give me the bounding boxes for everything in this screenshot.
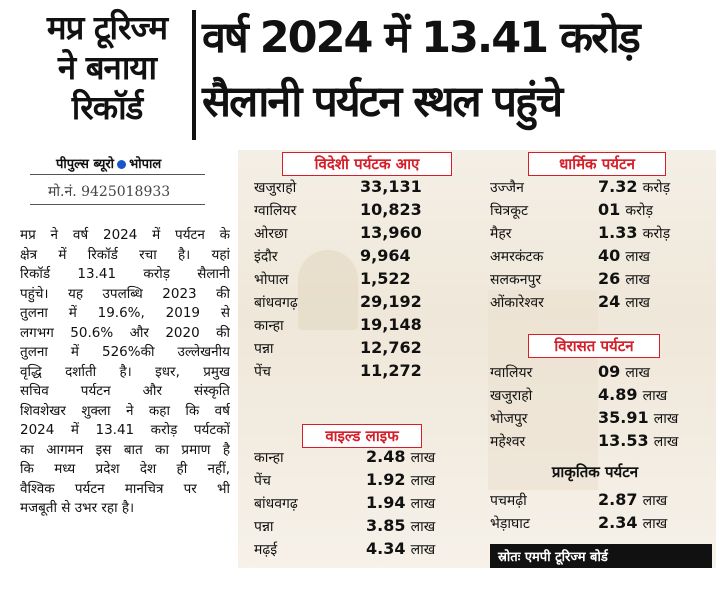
byline-rule-top [30, 174, 205, 175]
unit-label: लाख [410, 519, 436, 535]
unit-label: लाख [642, 388, 668, 404]
table-row [490, 362, 678, 385]
visitor-count: 09 [598, 362, 621, 381]
place-name: कान्हा [254, 450, 284, 466]
visitor-count: 26 [598, 269, 621, 288]
table-row [254, 292, 422, 315]
place-name: उज्जैन [490, 180, 524, 196]
article-line: लगभग 50.6% और 2020 की [20, 324, 230, 341]
visitor-count: 35.91 [598, 408, 649, 427]
article-line: रिकॉर्ड 13.41 करोड़ सैलानी [20, 266, 230, 282]
headline-line-1: वर्ष 2024 में 13.41 करोड़ [202, 13, 639, 63]
visitor-count: 1.33 [598, 223, 638, 242]
place-name: ओंकारेश्वर [490, 295, 544, 311]
place-name: भोपाल [254, 272, 289, 288]
place-name: इंदौर [254, 249, 278, 265]
table-row [490, 246, 670, 269]
place-name: बांधवगढ़ [254, 496, 298, 512]
visitor-count: 13.53 [598, 431, 649, 450]
table-row [254, 516, 435, 539]
article-line: पहुंचे। यह उपलब्धि 2023 की [20, 285, 230, 302]
table-row [254, 447, 435, 470]
wildlife-title: वाइल्ड लाइफ [302, 424, 422, 448]
place-name: ग्वालियर [254, 203, 297, 219]
unit-label: लाख [653, 411, 679, 427]
unit-label: लाख [625, 249, 650, 265]
place-name: अमरकंटक [490, 249, 544, 265]
city-name: भोपाल [129, 157, 162, 172]
unit-label: करोड़ [642, 226, 671, 242]
table-row [490, 490, 667, 513]
visitor-count: 1.94 [366, 493, 406, 512]
unit-label: लाख [625, 365, 650, 381]
visitor-count: 2.34 [598, 513, 638, 532]
visitor-count: 11,272 [360, 361, 422, 380]
table-row [490, 431, 678, 454]
place-name: सलकनपुर [490, 272, 542, 288]
visitor-count: 1,522 [360, 269, 411, 288]
table-row [254, 539, 435, 562]
visitor-count: 9,964 [360, 246, 411, 265]
wildlife-table [254, 447, 435, 562]
byline [56, 154, 161, 172]
kicker [22, 8, 192, 128]
unit-label: लाख [410, 450, 436, 466]
headline-line-2: सैलानी पर्यटन स्थल पहुंचे [202, 77, 562, 127]
visitor-count: 40 [598, 246, 621, 265]
table-row [254, 269, 422, 292]
visitor-count: 2.48 [366, 447, 406, 466]
article-line: मजबूती से उभर रहा है। [20, 500, 135, 516]
nature-tourism-title: प्राकृतिक पर्यटन [551, 463, 639, 481]
unit-label: लाख [410, 473, 436, 489]
place-name: खजुराहो [254, 180, 297, 196]
article-line: 2024 में 13.41 करोड़ पर्यटकों [20, 422, 230, 438]
place-name: मढ़ई [254, 542, 278, 558]
place-name: पेंच [254, 473, 271, 489]
place-name: पेंच [254, 364, 271, 380]
visitor-count: 29,192 [360, 292, 422, 311]
kicker-line-1: मप्र टूरिज्म [46, 8, 168, 47]
unit-label: लाख [625, 272, 650, 288]
table-row [490, 408, 678, 431]
source-credit: स्रोतः एमपी टूरिज्म बोर्ड [490, 544, 712, 568]
visitor-count: 24 [598, 292, 621, 311]
visitor-count: 3.85 [366, 516, 406, 535]
table-row [490, 223, 670, 246]
byline-rule-bottom [30, 204, 205, 205]
place-name: कान्हा [254, 318, 284, 334]
place-name: ओरछा [254, 226, 288, 242]
article-line: शिवशेखर शुक्ला ने कहा कि वर्ष [20, 402, 230, 419]
article-line: सचिव पर्यटन और संस्कृति [20, 383, 230, 399]
place-name: भोजपुर [490, 411, 528, 427]
visitor-count: 4.89 [598, 385, 638, 404]
unit-label: करोड़ [625, 203, 653, 219]
table-row [490, 385, 678, 408]
place-name: चित्रकूट [490, 203, 529, 219]
heritage-tourism-table [490, 362, 678, 454]
place-name: मैहर [490, 226, 512, 242]
nature-tourism-table [490, 490, 667, 536]
article-line: क्षेत्र में रिकॉर्ड रचा है। यहां [20, 246, 230, 263]
foreign-tourists-title: विदेशी पर्यटक आए [282, 152, 452, 176]
visitor-count: 19,148 [360, 315, 422, 334]
unit-label: करोड़ [642, 180, 671, 196]
place-name: भेड़ाघाट [490, 516, 530, 532]
bureau-name: पीपुल्स ब्यूरो [56, 157, 115, 172]
table-row [254, 200, 422, 223]
unit-label: लाख [410, 542, 436, 558]
visitor-count: 7.32 [598, 177, 638, 196]
table-row [490, 513, 667, 536]
religious-tourism-title: धार्मिक पर्यटन [528, 152, 666, 176]
religious-tourism-table [490, 177, 670, 315]
table-row [254, 470, 435, 493]
table-row [490, 200, 670, 223]
place-name: खजुराहो [490, 388, 533, 404]
table-row [254, 223, 422, 246]
table-row [490, 269, 670, 292]
unit-label: लाख [642, 493, 668, 509]
article-line: वृद्धि दर्शाती है। इधर, प्रमुख [20, 363, 230, 380]
table-row [490, 177, 670, 200]
unit-label: लाख [642, 516, 668, 532]
table-row [254, 177, 422, 200]
article-line: कि मध्य प्रदेश देश ही नहीं, [20, 461, 230, 477]
kicker-line-2: ने बनाया [57, 48, 157, 87]
visitor-count: 1.92 [366, 470, 406, 489]
article-body [20, 226, 230, 519]
place-name: महेश्वर [490, 434, 526, 450]
heritage-tourism-title: विरासत पर्यटन [528, 334, 660, 358]
article-line: तुलना में 19.6%, 2019 से [20, 305, 230, 321]
table-row [254, 315, 422, 338]
visitor-count: 2.87 [598, 490, 638, 509]
headline-divider [192, 10, 196, 140]
place-name: पन्ना [254, 519, 274, 535]
article-line: वैश्विक पर्यटन मानचित्र पर भी [20, 480, 230, 497]
visitor-count: 10,823 [360, 200, 422, 219]
mobile-number: मो.नं. 9425018933 [48, 184, 171, 200]
unit-label: लाख [625, 295, 650, 311]
place-name: पचमढ़ी [490, 493, 527, 509]
place-name: पन्ना [254, 341, 274, 357]
bullet-dot-icon [117, 160, 126, 169]
kicker-line-3: रिकॉर्ड [71, 88, 143, 127]
visitor-count: 13,960 [360, 223, 422, 242]
visitor-count: 12,762 [360, 338, 422, 357]
table-row [254, 493, 435, 516]
table-row [254, 361, 422, 384]
foreign-tourists-table [254, 177, 422, 384]
article-line: मप्र ने वर्ष 2024 में पर्यटन के [20, 227, 230, 243]
visitor-count: 01 [598, 200, 621, 219]
article-line: का आगमन इस बात का प्रमाण है [20, 441, 230, 458]
article-line: तुलना में 526%की उल्लेखनीय [20, 344, 230, 360]
headline [202, 6, 714, 134]
place-name: बांधवगढ़ [254, 295, 298, 311]
unit-label: लाख [410, 496, 436, 512]
visitor-count: 4.34 [366, 539, 406, 558]
place-name: ग्वालियर [490, 365, 533, 381]
table-row [490, 292, 670, 315]
unit-label: लाख [653, 434, 679, 450]
visitor-count: 33,131 [360, 177, 422, 196]
table-row [254, 246, 422, 269]
table-row [254, 338, 422, 361]
